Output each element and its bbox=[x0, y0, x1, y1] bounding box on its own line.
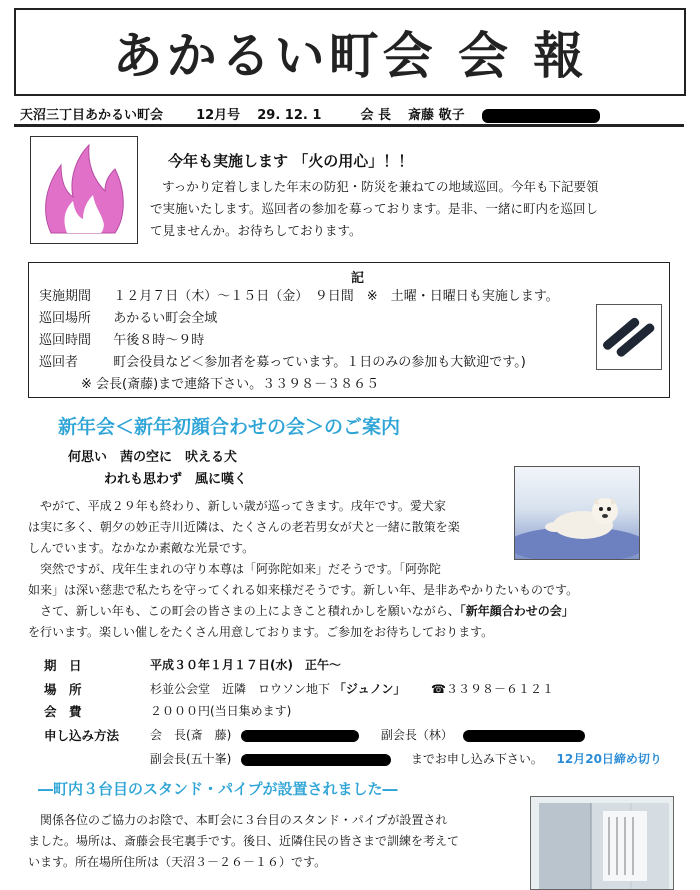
redacted-phone bbox=[463, 730, 585, 742]
notice-row-patrollers bbox=[39, 351, 526, 370]
newsletter-title-box bbox=[14, 8, 686, 96]
event-name: 「新年顔合わせの会」 bbox=[459, 604, 574, 618]
newyear-paragraph-line bbox=[28, 601, 678, 622]
detail-place-value bbox=[150, 680, 554, 697]
standpipe-paragraph bbox=[28, 810, 518, 873]
newyear-paragraph-line: は実に多く、朝夕の妙正寺川近隣は、たくさんの老若男女が犬と一緒に散策を楽 bbox=[28, 520, 460, 534]
dog-photo bbox=[514, 466, 640, 560]
notice-label: 実施期間 bbox=[39, 289, 92, 304]
detail-date-label: 期 日 bbox=[44, 658, 82, 673]
notice-label: 巡回場所 bbox=[39, 311, 92, 326]
notice-row-place bbox=[39, 307, 217, 326]
notice-label: 巡回時間 bbox=[39, 333, 92, 348]
issue-month: 12月号 bbox=[196, 108, 241, 123]
fire-heading: 今年も実施します 「火の用心」！！ bbox=[168, 152, 414, 170]
issue-info-line bbox=[20, 104, 680, 123]
newyear-paragraph-line: を行います。楽しい催しをたくさん用意しております。ご参加をお待ちしております。 bbox=[28, 625, 494, 639]
apply-tail: までお申し込み下さい。 bbox=[410, 752, 543, 766]
newsletter-title: あかるい町会 会 報 bbox=[112, 27, 588, 85]
apply-contact-2: 副会長（林） bbox=[380, 728, 453, 742]
haiku-line-1: 何思い 茜の空に 吠える犬 bbox=[68, 450, 238, 465]
newyear-paragraph-line: 如来」は深い慈悲で私たちを守ってくれる如来様だそうです。新しい年、是非あやかりたいものです。 bbox=[28, 583, 579, 597]
standpipe-paragraph-line: ました。場所は、斎藤会長宅裏手です。後日、近隣住民の皆さまで訓練を考えて bbox=[28, 834, 460, 848]
haiku-line-2: われも思わず 風に嘆く bbox=[104, 472, 248, 487]
notice-heading: 記 bbox=[351, 271, 365, 286]
standpipe-paragraph-line: います。所在場所住所は（天沼３－２６－１６）です。 bbox=[28, 855, 327, 869]
newyear-paragraph-line: やがて、平成２９年も終わり、新しい歳が巡ってきます。戌年です。愛犬家 bbox=[28, 499, 446, 513]
standpipe-paragraph-line: 関係各位のご協力のお陰で、本町会に３台目のスタンド・パイプが設置され bbox=[28, 813, 448, 827]
detail-fee-value: ２０００円(当日集めます) bbox=[150, 704, 292, 718]
patrol-notice-box bbox=[28, 262, 670, 398]
detail-fee-label: 会 費 bbox=[44, 704, 82, 719]
notice-value: あかるい町会全域 bbox=[113, 311, 218, 326]
org-name: 天沼三丁目あかるい町会 bbox=[20, 108, 164, 123]
standpipe-box-photo bbox=[530, 796, 674, 890]
clapper-sticks-icon bbox=[596, 304, 662, 370]
apply-contact-3: 副会長(五十峯) bbox=[150, 752, 232, 766]
deadline-badge: 12月20日締め切り bbox=[556, 752, 662, 766]
fire-paragraph-line: て見ませんか。お待ちしております。 bbox=[150, 223, 362, 238]
notice-value: 町会役員など＜参加者を募っています。１日のみの参加も大歓迎です。) bbox=[113, 355, 526, 370]
detail-apply-row1 bbox=[150, 726, 585, 743]
fire-paragraph bbox=[150, 176, 670, 242]
notice-row-period bbox=[39, 285, 559, 304]
standpipe-heading: ―町内３台目のスタンド・パイプが設置されました― bbox=[38, 780, 398, 798]
redacted-phone bbox=[241, 754, 391, 766]
fire-paragraph-line: すっかり定着しました年末の防犯・防災を兼ねての地域巡回。今年も下記要領 bbox=[162, 179, 599, 194]
newyear-paragraph bbox=[28, 496, 579, 643]
chair-label: 会 長 bbox=[360, 108, 391, 123]
notice-value: １２月７日（木）～１５日（金） ９日間 ※ 土曜・日曜日も実施します。 bbox=[113, 289, 559, 304]
apply-contact-1: 会 長(斎 藤) bbox=[150, 728, 232, 742]
notice-value: 午後８時～９時 bbox=[113, 333, 205, 348]
notice-row-time bbox=[39, 329, 204, 348]
chair-name: 斎藤 敬子 bbox=[408, 108, 465, 123]
detail-apply-label: 申し込み方法 bbox=[44, 728, 120, 743]
place-name: 「ジュノン」 bbox=[333, 682, 406, 696]
place-text: 杉並公会堂 近隣 ロウソン地下 bbox=[150, 682, 331, 696]
notice-label: 巡回者 bbox=[39, 355, 79, 370]
header-rule bbox=[14, 124, 684, 127]
newyear-paragraph-line: しんでいます。なかなか素敵な光景です。 bbox=[28, 541, 255, 555]
notice-contact: ※ 会長(斎藤)まで連絡下さい。３３９８－３８６５ bbox=[81, 377, 380, 392]
redacted-phone bbox=[241, 730, 359, 742]
fire-paragraph-line: で実施いたします。巡回者の参加を募っております。是非、一緒に町内を巡回し bbox=[150, 201, 599, 216]
redacted-contact bbox=[482, 109, 600, 123]
detail-place-label: 場 所 bbox=[44, 682, 82, 697]
detail-apply-row2 bbox=[150, 750, 662, 767]
issue-date: 29. 12. 1 bbox=[257, 108, 322, 123]
newyear-paragraph-text: さて、新しい年も、この町会の皆さまの上によきこと積れかしを願いながら、 bbox=[28, 604, 460, 618]
detail-date-value: 平成３０年１月１７日(水) 正午～ bbox=[150, 658, 341, 672]
newyear-heading: 新年会＜新年初顔合わせの会＞のご案内 bbox=[58, 416, 401, 438]
flame-icon bbox=[30, 136, 138, 244]
newyear-paragraph-line: 突然ですが、戌年生まれの守り本尊は「阿弥陀如来」だそうです。「阿弥陀 bbox=[28, 562, 442, 576]
place-phone: ☎３３９８－６１２１ bbox=[431, 682, 554, 696]
